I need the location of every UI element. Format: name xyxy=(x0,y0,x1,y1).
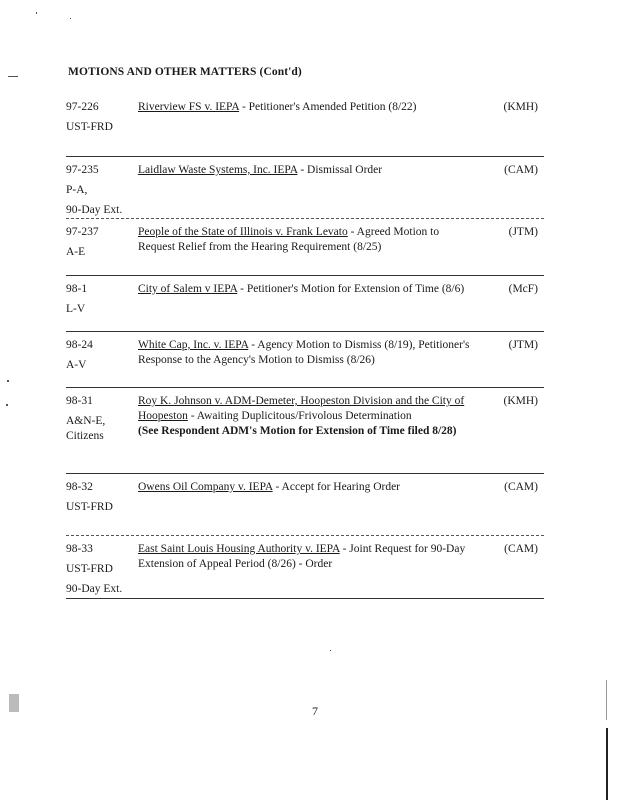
case-description: Riverview FS v. IEPA - Petitioner's Amended Petition (8/22) xyxy=(138,101,417,113)
bold-note: (See Respondent ADM's Motion for Extension of Time filed 8/28) xyxy=(138,425,457,437)
hearing-officer: (CAM) xyxy=(504,164,538,176)
section-heading: MOTIONS AND OTHER MATTERS (Cont'd) xyxy=(68,66,302,78)
case-description: White Cap, Inc. v. IEPA - Agency Motion to Dismiss (8/19), Petitioner's Response to the Agency's Motion to Dismiss (8/26) xyxy=(138,339,470,366)
docket-number: 98-33 UST-FRD 90-Day Ext. xyxy=(66,543,123,595)
hearing-officer: (CAM) xyxy=(504,543,538,555)
page-number: 7 xyxy=(312,704,318,718)
case-description: Roy K. Johnson v. ADM-Demeter, Hoopeston Division and the City of Hoopeston - Awaiting Duplicitous/Frivolous Determination (See Respondent ADM's Motion for Extension of Time filed 8/28) xyxy=(138,394,478,439)
hearing-officer: (McF) xyxy=(508,283,538,295)
hearing-officer: (JTM) xyxy=(508,226,538,238)
scan-speck xyxy=(6,404,8,406)
case-title: East Saint Louis Housing Authority v. IEPA xyxy=(138,543,340,555)
scan-speck xyxy=(70,18,71,19)
divider xyxy=(66,331,544,332)
case-title: Owens Oil Company v. IEPA xyxy=(138,481,273,493)
docket-number: 97-226 UST-FRD xyxy=(66,101,113,133)
divider xyxy=(66,218,544,219)
case-title: Roy K. Johnson v. ADM-Demeter, Hoopeston Division and the City of Hoopeston xyxy=(138,395,465,422)
scan-edge xyxy=(606,680,607,720)
docket-number: 98-24 A-V xyxy=(66,339,93,371)
scan-speck xyxy=(9,694,19,712)
case-title: Riverview FS v. IEPA xyxy=(138,101,240,113)
docket-number: 97-237 A-E xyxy=(66,226,99,258)
docket-number: 97-235 P-A, 90-Day Ext. xyxy=(66,164,123,216)
divider xyxy=(66,387,544,388)
case-title: People of the State of Illinois v. Frank Levato xyxy=(138,226,348,238)
docket-number: 98-31 A&N-E, Citizens xyxy=(66,395,106,442)
divider xyxy=(66,156,544,157)
divider xyxy=(66,275,544,276)
case-description: East Saint Louis Housing Authority v. IEPA - Joint Request for 90-Day Extension of Appeal Period (8/26) - Order xyxy=(138,543,466,570)
divider xyxy=(66,473,544,474)
case-title: White Cap, Inc. v. IEPA xyxy=(138,339,249,351)
hearing-officer: (JTM) xyxy=(508,339,538,351)
scan-speck xyxy=(8,76,18,77)
case-title: Laidlaw Waste Systems, Inc. IEPA xyxy=(138,164,298,176)
case-description: People of the State of Illinois v. Frank Levato - Agreed Motion to Request Relief from the Hearing Requirement (8/25) xyxy=(138,226,440,253)
case-description: Laidlaw Waste Systems, Inc. IEPA - Dismissal Order xyxy=(138,164,383,176)
scan-speck xyxy=(36,12,37,14)
divider xyxy=(66,535,544,536)
case-title: City of Salem v IEPA xyxy=(138,283,238,295)
case-description: Owens Oil Company v. IEPA - Accept for Hearing Order xyxy=(138,481,401,493)
hearing-officer: (CAM) xyxy=(504,481,538,493)
hearing-officer: (KMH) xyxy=(503,101,538,113)
case-description: City of Salem v IEPA - Petitioner's Motion for Extension of Time (8/6) xyxy=(138,283,465,295)
hearing-officer: (KMH) xyxy=(503,395,538,407)
docket-number: 98-32 UST-FRD xyxy=(66,481,113,513)
scan-speck xyxy=(330,650,331,651)
docket-number: 98-1 L-V xyxy=(66,283,88,315)
scan-speck xyxy=(7,380,9,382)
divider xyxy=(66,598,544,599)
scan-edge xyxy=(606,728,608,800)
